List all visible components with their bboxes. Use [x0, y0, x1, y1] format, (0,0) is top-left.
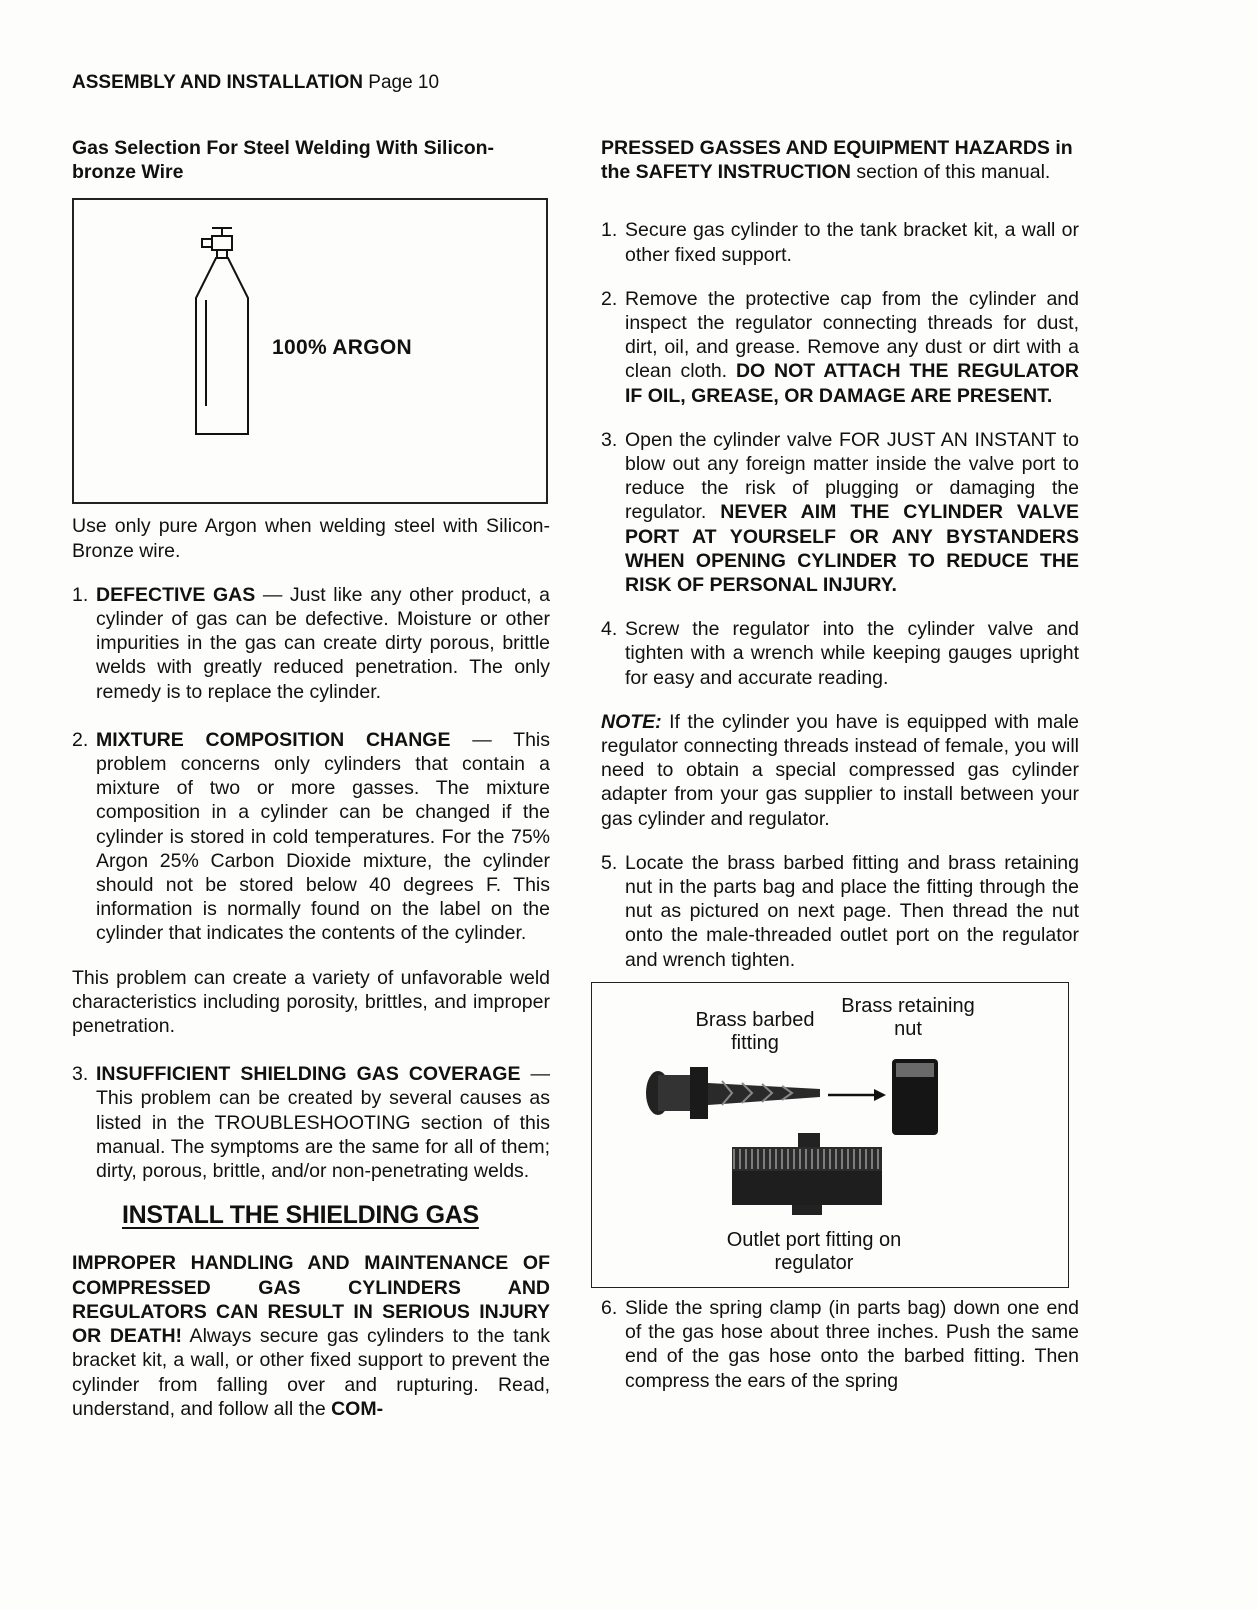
install-heading: INSTALL THE SHIELDING GAS	[122, 1201, 479, 1230]
item-text: — This problem concerns only cylinders that contain a mixture of two or more gasses. The mixture composition in a cylinder can be changed if the cylinder is stored in cold temperatures. For the 75% Argon 25% Carbon Dioxide mixture, the cylinder should not be stored below 40 degrees F. This information is normally found on the label on the cylinder that indicates the contents of the cylinder.	[96, 728, 550, 945]
left-column	[72, 136, 550, 1421]
page-header	[72, 72, 439, 94]
continued-text: section of this manual.	[850, 161, 1051, 184]
warning-paragraph	[72, 1251, 550, 1420]
retaining-nut-caption: Brass retaining nut	[841, 994, 975, 1040]
list-item: 2. Remove the protective cap from the cylinder and inspect the regulator connecting threads for dust, dirt, oil, and grease. Remove any dust or dirt with a clean cloth. DO NOT ATTACH THE REGULATOR IF OIL, GREASE, OR DAMAGE ARE PRESENT.	[601, 287, 1079, 407]
item-text: — Just like any other product, a cylinder of gas can be defective. Moisture or other impurities in the gas can create dirty porous, brittle welds with greatly reduced penetration. The only remedy is to replace the cylinder.	[96, 583, 550, 703]
item-title: MIXTURE COMPOSITION CHANGE	[96, 728, 451, 751]
warning-text: Always secure gas cylinders to the tank bracket kit, a wall, or other fixed support to prevent the cylinder from falling over and rupturing. Read, understand, and follow all the	[72, 1325, 550, 1420]
retaining-nut-icon	[892, 1059, 938, 1135]
arrow-icon	[828, 1089, 886, 1101]
barbed-fitting-caption: Brass barbed fitting	[695, 1008, 815, 1054]
item-text: — This problem can be created by several causes as listed in the TROUBLESHOOTING section of this manual. The symptoms are the same for all of them; dirty, porous, brittle, and/or non-penetrating welds.	[96, 1063, 550, 1183]
list-item: 3. Open the cylinder valve FOR JUST AN INSTANT to blow out any foreign matter inside the valve port to reduce the risk of plugging or damaging the regulator. NEVER AIM THE CYLINDER VALVE PORT AT YOURSELF OR ANY BYSTANDERS WHEN OPENING CYLINDER TO REDUCE THE RISK OF PERSONAL INJURY.	[601, 428, 1079, 597]
outlet-port-icon	[732, 1133, 882, 1215]
list-item: 1. Secure gas cylinder to the tank bracket kit, a wall or other fixed support.	[601, 219, 1079, 266]
gas-selection-subtitle: Gas Selection For Steel Welding With Silicon-bronze Wire	[72, 137, 495, 184]
continued-paragraph	[601, 136, 1079, 184]
argon-intro: Use only pure Argon when welding steel with Silicon-Bronze wire.	[72, 515, 550, 562]
outlet-port-caption: Outlet port fitting on regulator	[726, 1228, 902, 1274]
list-item: 6. Slide the spring clamp (in parts bag) down one end of the gas hose about three inches. Push the same end of the gas hose onto the barbed fitting. Then compress the ears of the spring	[601, 1296, 1079, 1392]
barbed-fitting-icon	[646, 1067, 820, 1119]
right-column	[601, 136, 1079, 1393]
item-title: DEFECTIVE GAS	[96, 583, 256, 606]
item-title: INSUFFICIENT SHIELDING GAS COVERAGE	[96, 1063, 521, 1086]
mid-paragraph: This problem can create a variety of unfavorable weld characteristics including porosity, brittles, and improper penetration.	[72, 966, 550, 1038]
argon-label: 100% ARGON	[272, 336, 412, 360]
note-label: NOTE:	[601, 710, 662, 733]
fitting-figure	[591, 982, 1069, 1288]
continued-bold: PRESSED GASSES AND EQUIPMENT HAZARDS in the SAFETY INSTRUCTION	[601, 137, 1073, 184]
note-paragraph	[601, 710, 1079, 831]
section-title: ASSEMBLY AND INSTALLATION	[72, 72, 363, 93]
note-text: If the cylinder you have is equipped with male regulator connecting threads instead of female, you will need to obtain a special compressed gas cylinder adapter from your gas supplier to install between your gas cylinder and regulator.	[601, 710, 1079, 830]
list-item: 3. INSUFFICIENT SHIELDING GAS COVERAGE — This problem can be created by several causes as listed in the TROUBLESHOOTING section of this manual. The symptoms are the same for all of them; dirty, porous, brittle, and/or non-penetrating welds.	[72, 1063, 550, 1183]
list-item: 1. DEFECTIVE GAS — Just like any other product, a cylinder of gas can be defective. Moisture or other impurities in the gas can create dirty porous, brittle welds with greatly reduced penetration. The only remedy is to replace the cylinder.	[72, 583, 550, 703]
list-item: 4. Screw the regulator into the cylinder valve and tighten with a wrench while keeping gauges upright for easy and accurate reading.	[601, 618, 1079, 689]
argon-figure	[72, 198, 548, 504]
list-item: 5. Locate the brass barbed fitting and brass retaining nut in the parts bag and place the fitting through the nut as pictured on next page. Then thread the nut onto the male-threaded outlet port on the regulator and wrench tighten.	[601, 851, 1079, 971]
gas-cylinder-icon	[194, 226, 264, 462]
warning-tail: COM-	[331, 1397, 384, 1420]
warning-bold: IMPROPER HANDLING AND MAINTENANCE OF COMPRESSED GAS CYLINDERS AND REGULATORS CAN RESULT IN SERIOUS INJURY OR DEATH!	[72, 1252, 550, 1348]
list-item: 2. MIXTURE COMPOSITION CHANGE — This problem concerns only cylinders that contain a mixture of two or more gasses. The mixture composition in a cylinder can be changed if the cylinder is stored in cold temperatures. For the 75% Argon 25% Carbon Dioxide mixture, the cylinder should not be stored below 40 degrees F. This information is normally found on the label on the cylinder that indicates the contents of the cylinder.	[72, 728, 550, 945]
page-number: Page 10	[368, 72, 440, 93]
